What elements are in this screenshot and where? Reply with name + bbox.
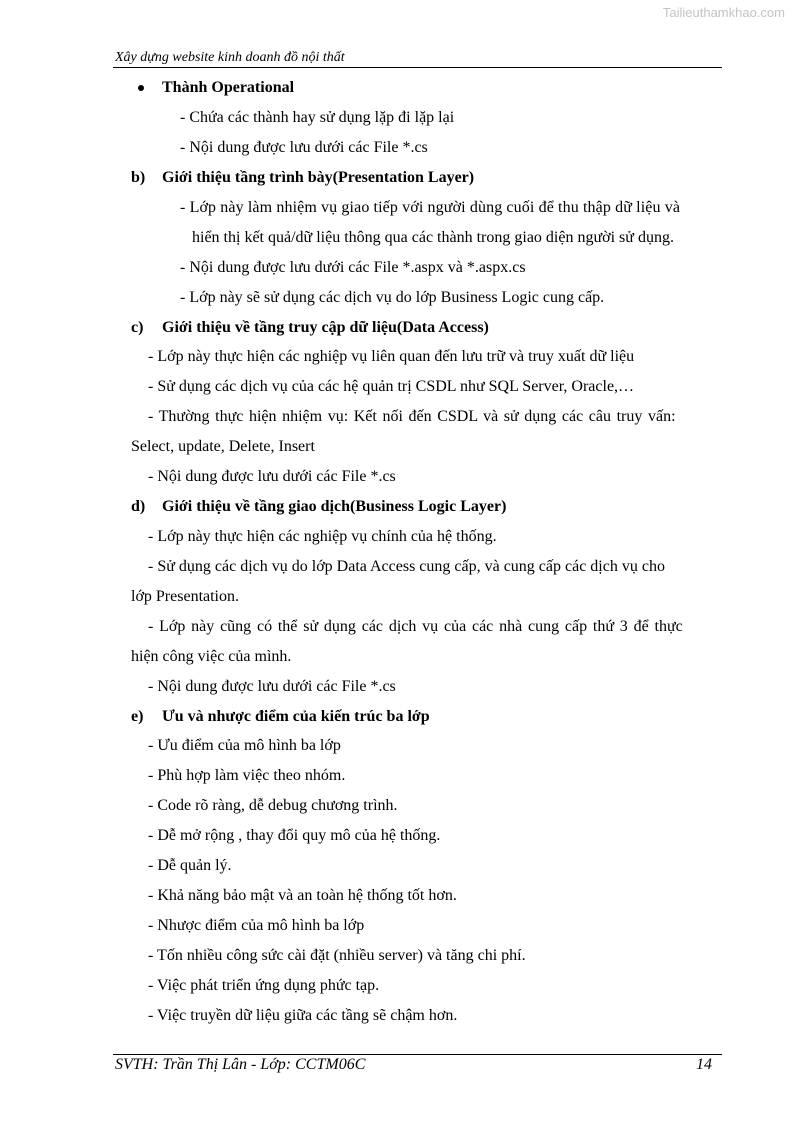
- list-item-continuation: hiển thị kết quả/dữ liệu thông qua các thành trong giao diện người sử dụng.: [192, 229, 674, 246]
- list-item: - Khả năng bảo mật và an toàn hệ thống tốt hơn.: [148, 887, 457, 904]
- list-item: - Chứa các thành hay sử dụng lặp đi lặp lại: [180, 109, 455, 126]
- page-number: 14: [696, 1056, 712, 1073]
- list-item: - Sử dụng các dịch vụ do lớp Data Access cung cấp, và cung cấp các dịch vụ cho: [148, 558, 665, 575]
- list-item-continuation: hiện công việc của mình.: [131, 648, 292, 665]
- list-item: - Dễ mở rộng , thay đổi quy mô của hệ thống.: [148, 827, 441, 844]
- list-item: - Lớp này cũng có thể sử dụng các dịch vụ của các nhà cung cấp thứ 3 để thực: [148, 618, 683, 635]
- section-label-d: d): [131, 498, 146, 515]
- list-item: - Việc truyền dữ liệu giữa các tầng sẽ chậm hơn.: [148, 1007, 458, 1024]
- list-item: - Lớp này thực hiện các nghiệp vụ liên quan đến lưu trữ và truy xuất dữ liệu: [148, 348, 635, 365]
- list-item-continuation: lớp Presentation.: [131, 588, 239, 605]
- header-rule: [113, 67, 722, 68]
- list-item: - Sử dụng các dịch vụ của các hệ quản trị CSDL như SQL Server, Oracle,…: [148, 378, 635, 395]
- list-item-continuation: Select, update, Delete, Insert: [131, 438, 315, 455]
- list-item: - Ưu điểm của mô hình ba lớp: [148, 737, 341, 754]
- section-title-e: Ưu và nhược điểm của kiến trúc ba lớp: [162, 708, 430, 725]
- list-item: - Nội dung được lưu dưới các File *.aspx và *.aspx.cs: [180, 259, 526, 276]
- operational-heading: Thành Operational: [162, 79, 295, 96]
- section-label-e: e): [131, 708, 144, 725]
- list-item: - Thường thực hiện nhiệm vụ: Kết nối đến CSDL và sử dụng các câu truy vấn:: [148, 408, 676, 425]
- watermark: Tailieuthamkhao.com: [662, 5, 785, 20]
- section-label-c: c): [131, 319, 144, 336]
- list-item: - Dễ quản lý.: [148, 857, 232, 874]
- section-title-d: Giới thiệu về tầng giao dịch(Business Logic Layer): [162, 498, 507, 515]
- list-item: - Lớp này sẽ sử dụng các dịch vụ do lớp Business Logic cung cấp.: [180, 289, 605, 306]
- list-item: - Lớp này làm nhiệm vụ giao tiếp với người dùng cuối để thu thập dữ liệu và: [180, 199, 681, 216]
- header-title: Xây dựng website kinh doanh đồ nội thất: [115, 50, 345, 65]
- section-title-b: Giới thiệu tầng trình bày(Presentation Layer): [162, 169, 475, 186]
- list-item: - Nội dung được lưu dưới các File *.cs: [148, 468, 396, 485]
- list-item: - Lớp này thực hiện các nghiệp vụ chính của hệ thống.: [148, 528, 497, 545]
- list-item: - Phù hợp làm việc theo nhóm.: [148, 767, 346, 784]
- bullet-icon: [138, 85, 144, 91]
- list-item: - Nội dung được lưu dưới các File *.cs: [148, 678, 396, 695]
- section-label-b: b): [131, 169, 146, 186]
- list-item: - Tốn nhiều công sức cài đặt (nhiều server) và tăng chi phí.: [148, 947, 526, 964]
- list-item: - Nội dung được lưu dưới các File *.cs: [180, 139, 428, 156]
- list-item: - Việc phát triển ứng dụng phức tạp.: [148, 977, 380, 994]
- footer-rule: [113, 1054, 722, 1055]
- list-item: - Code rõ ràng, dễ debug chương trình.: [148, 797, 398, 814]
- footer-author: SVTH: Trần Thị Lân - Lớp: CCTM06C: [115, 1056, 366, 1073]
- section-title-c: Giới thiệu về tầng truy cập dữ liệu(Data Access): [162, 319, 489, 336]
- list-item: - Nhược điểm của mô hình ba lớp: [148, 917, 365, 934]
